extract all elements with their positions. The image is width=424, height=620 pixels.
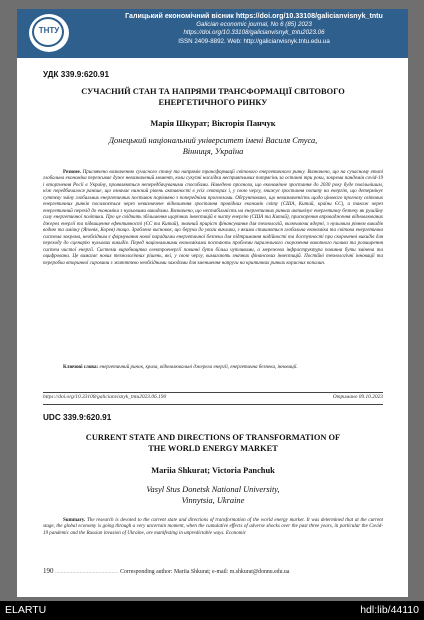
journal-header-banner — [17, 9, 408, 58]
received-date: Отримано 09.10.2023 — [332, 394, 383, 400]
udc-code: UDC 339.9:620.91 — [43, 413, 112, 422]
divider-top — [43, 392, 383, 393]
keywords-ua-label: Ключові слова: — [63, 364, 99, 370]
summary-en-text: The research is devoted to the current state and directions of transformation of the world energy market. It was determined that at the current stage, the global economy is going through a very uncertain moment, when the cumulative effects of adverse shocks over the past three years, in particular the Covid-19 pandemic and the Russian invasion of Ukraine, are manifesting in unpredictable ways. Economic — [43, 517, 383, 536]
keywords-ua-text: енергетичний ринок, криза, відновлювальні джерела енергії, енергетична безпека, інновації. — [99, 364, 298, 370]
repository-bar — [0, 601, 424, 620]
affiliation-en — [43, 485, 383, 506]
doi-row — [43, 394, 383, 400]
header-line-4[interactable]: ISSN 2409-8892. Web: http://galicianvisnyk.tntu.edu.ua — [178, 37, 330, 45]
corresponding-author: Corresponding author: Mariia Shkurat; e-mail: m.shkurat@donnu.edu.ua — [120, 569, 290, 575]
article-doi-link[interactable]: https://doi.org/10.33108/galicianvisnyk_tntu2023.06.190 — [43, 394, 167, 400]
journal-page — [17, 9, 408, 597]
abstract-ua — [43, 169, 383, 363]
title-ua-line-2: ЕНЕРГЕТИЧНОГО РИНКУ — [158, 97, 268, 107]
header-line-1[interactable]: Галицький економічний вісник https://doi.org/10.33108/galicianvisnyk_tntu — [125, 12, 383, 20]
keywords-ua — [43, 364, 383, 370]
affiliation-ua-line-1: Донецький національний університет імені Василя Стуса, — [108, 136, 318, 145]
affiliation-en-line-1: Vasyl Stus Donetsk National University, — [146, 485, 280, 494]
divider-bottom — [43, 404, 383, 405]
affiliation-en-line-2: Vinnytsia, Ukraine — [181, 495, 245, 505]
udk-code: УДК 339.9:620.91 — [43, 70, 110, 79]
logo-text: ТНТУ — [38, 26, 60, 35]
affiliation-ua-line-2: Вінниця, Україна — [182, 146, 244, 156]
title-ua-line-1: СУЧАСНИЙ СТАН ТА НАПРЯМИ ТРАНСФОРМАЦІЇ СВІТОВОГО — [81, 87, 345, 96]
summary-en — [43, 517, 383, 559]
header-line-3[interactable]: https://doi.org/10.33108/galicianvisnyk_tntu2023.06 — [183, 29, 325, 37]
summary-en-label: Summary. — [63, 517, 86, 523]
affiliation-ua — [43, 136, 383, 157]
journal-logo — [29, 14, 69, 52]
title-en-line-1: CURRENT STATE AND DIRECTIONS OF TRANSFORMATION OF — [85, 433, 341, 442]
handle-id[interactable]: hdl:lib/44110 — [360, 604, 419, 616]
abstract-ua-text: Присвячено визначенню сучасного стану та напрямів трансформації світового енергетичного ринку. Визначено, що на сучасному етапі глобальна економіка переживає дуже невизначений момент, коли сукупні наслідки несприятливих потрясінь за останні три роки, зокрема пандемія covid-19 і вторгнення Росії в Україну, проявляються непередбачуваними способами. Наведено прогнози, що економічне зростання до 2030 року буде повільнішим, ніж передбачалося раніше, що означає нижчий рівень активності в усіх секторах і, у свою чергу, знижує зростання попиту на енергію, що детермінує суттєву зміну глобальних енергетичних поставок порівняно з попередніми прогнозами. Обґрунтовано, що невизначеність щодо цінового прогнозу світових енергетичних ринків посилюється через невизначене відношення зростання провідних економік світу (США, Китай, країни ЄС), а також через енергетичний перехід до економіки з нульовими викидами. Визначено, що нестабільність на енергетичних ринках активізує енергетичну безпеку як рушійну силу енергетичної політики. Про це свідчить збільшення щорічних інвестицій в чисту енергію (США та Китай), прискорення впровадження відновлюваних джерел енергії та підвищення ефективності (ЄС та Китай), значний приріст фінансування для технологій, включаючи ядерні, з нульовим рівнем викидів водню та аміаку (Японія, Корея) тощо. Зроблено висновок, що беручи до уваги виклики, з якими стикаються глобальна економіка та світова енергетична система зокрема, необхідним є формування нової парадигми енергетичної безпеки для підтримання надійності та доступності при скороченні викидів для переходу до сценарію нульових викидів. Перед національними економіками постають проблеми паралельного скорочення викопного палива та розширення систем чистої енергії. Системи виробництва електроенергії повинні бути більш чутливими, а мережева інфраструктура повинна бути змінена та оцифрована. Це вимагає нових технологічних рішень, які, у свою чергу, вимагають значних фінансових інвестицій. Постійні технологічні інновації та переробка вторинної сировини з житттєво необхідними заходами для зменшення напруги на критичних ринках корисних копалин. — [43, 169, 384, 266]
abstract-ua-label: Резюме. — [63, 169, 82, 175]
page-footer: 190 ............................................ Corresponding author: Mariia Shkurat; e-mail: m.shkurat@donnu.edu.ua — [43, 567, 290, 575]
title-en-line-2: THE WORLD ENERGY MARKET — [148, 443, 278, 453]
journal-header-text — [109, 12, 399, 46]
page-number: 190 — [43, 567, 54, 575]
article-title-en — [43, 433, 383, 454]
authors-en: Mariia Shkurat; Victoria Panchuk — [151, 466, 275, 475]
authors-ua: Марія Шкурат; Вікторія Панчук — [150, 119, 276, 128]
repository-name: ELARTU — [5, 604, 47, 616]
article-title-ua — [43, 87, 383, 108]
header-line-2: Galician economic journal, No 6 (85) 2023 — [196, 20, 312, 28]
